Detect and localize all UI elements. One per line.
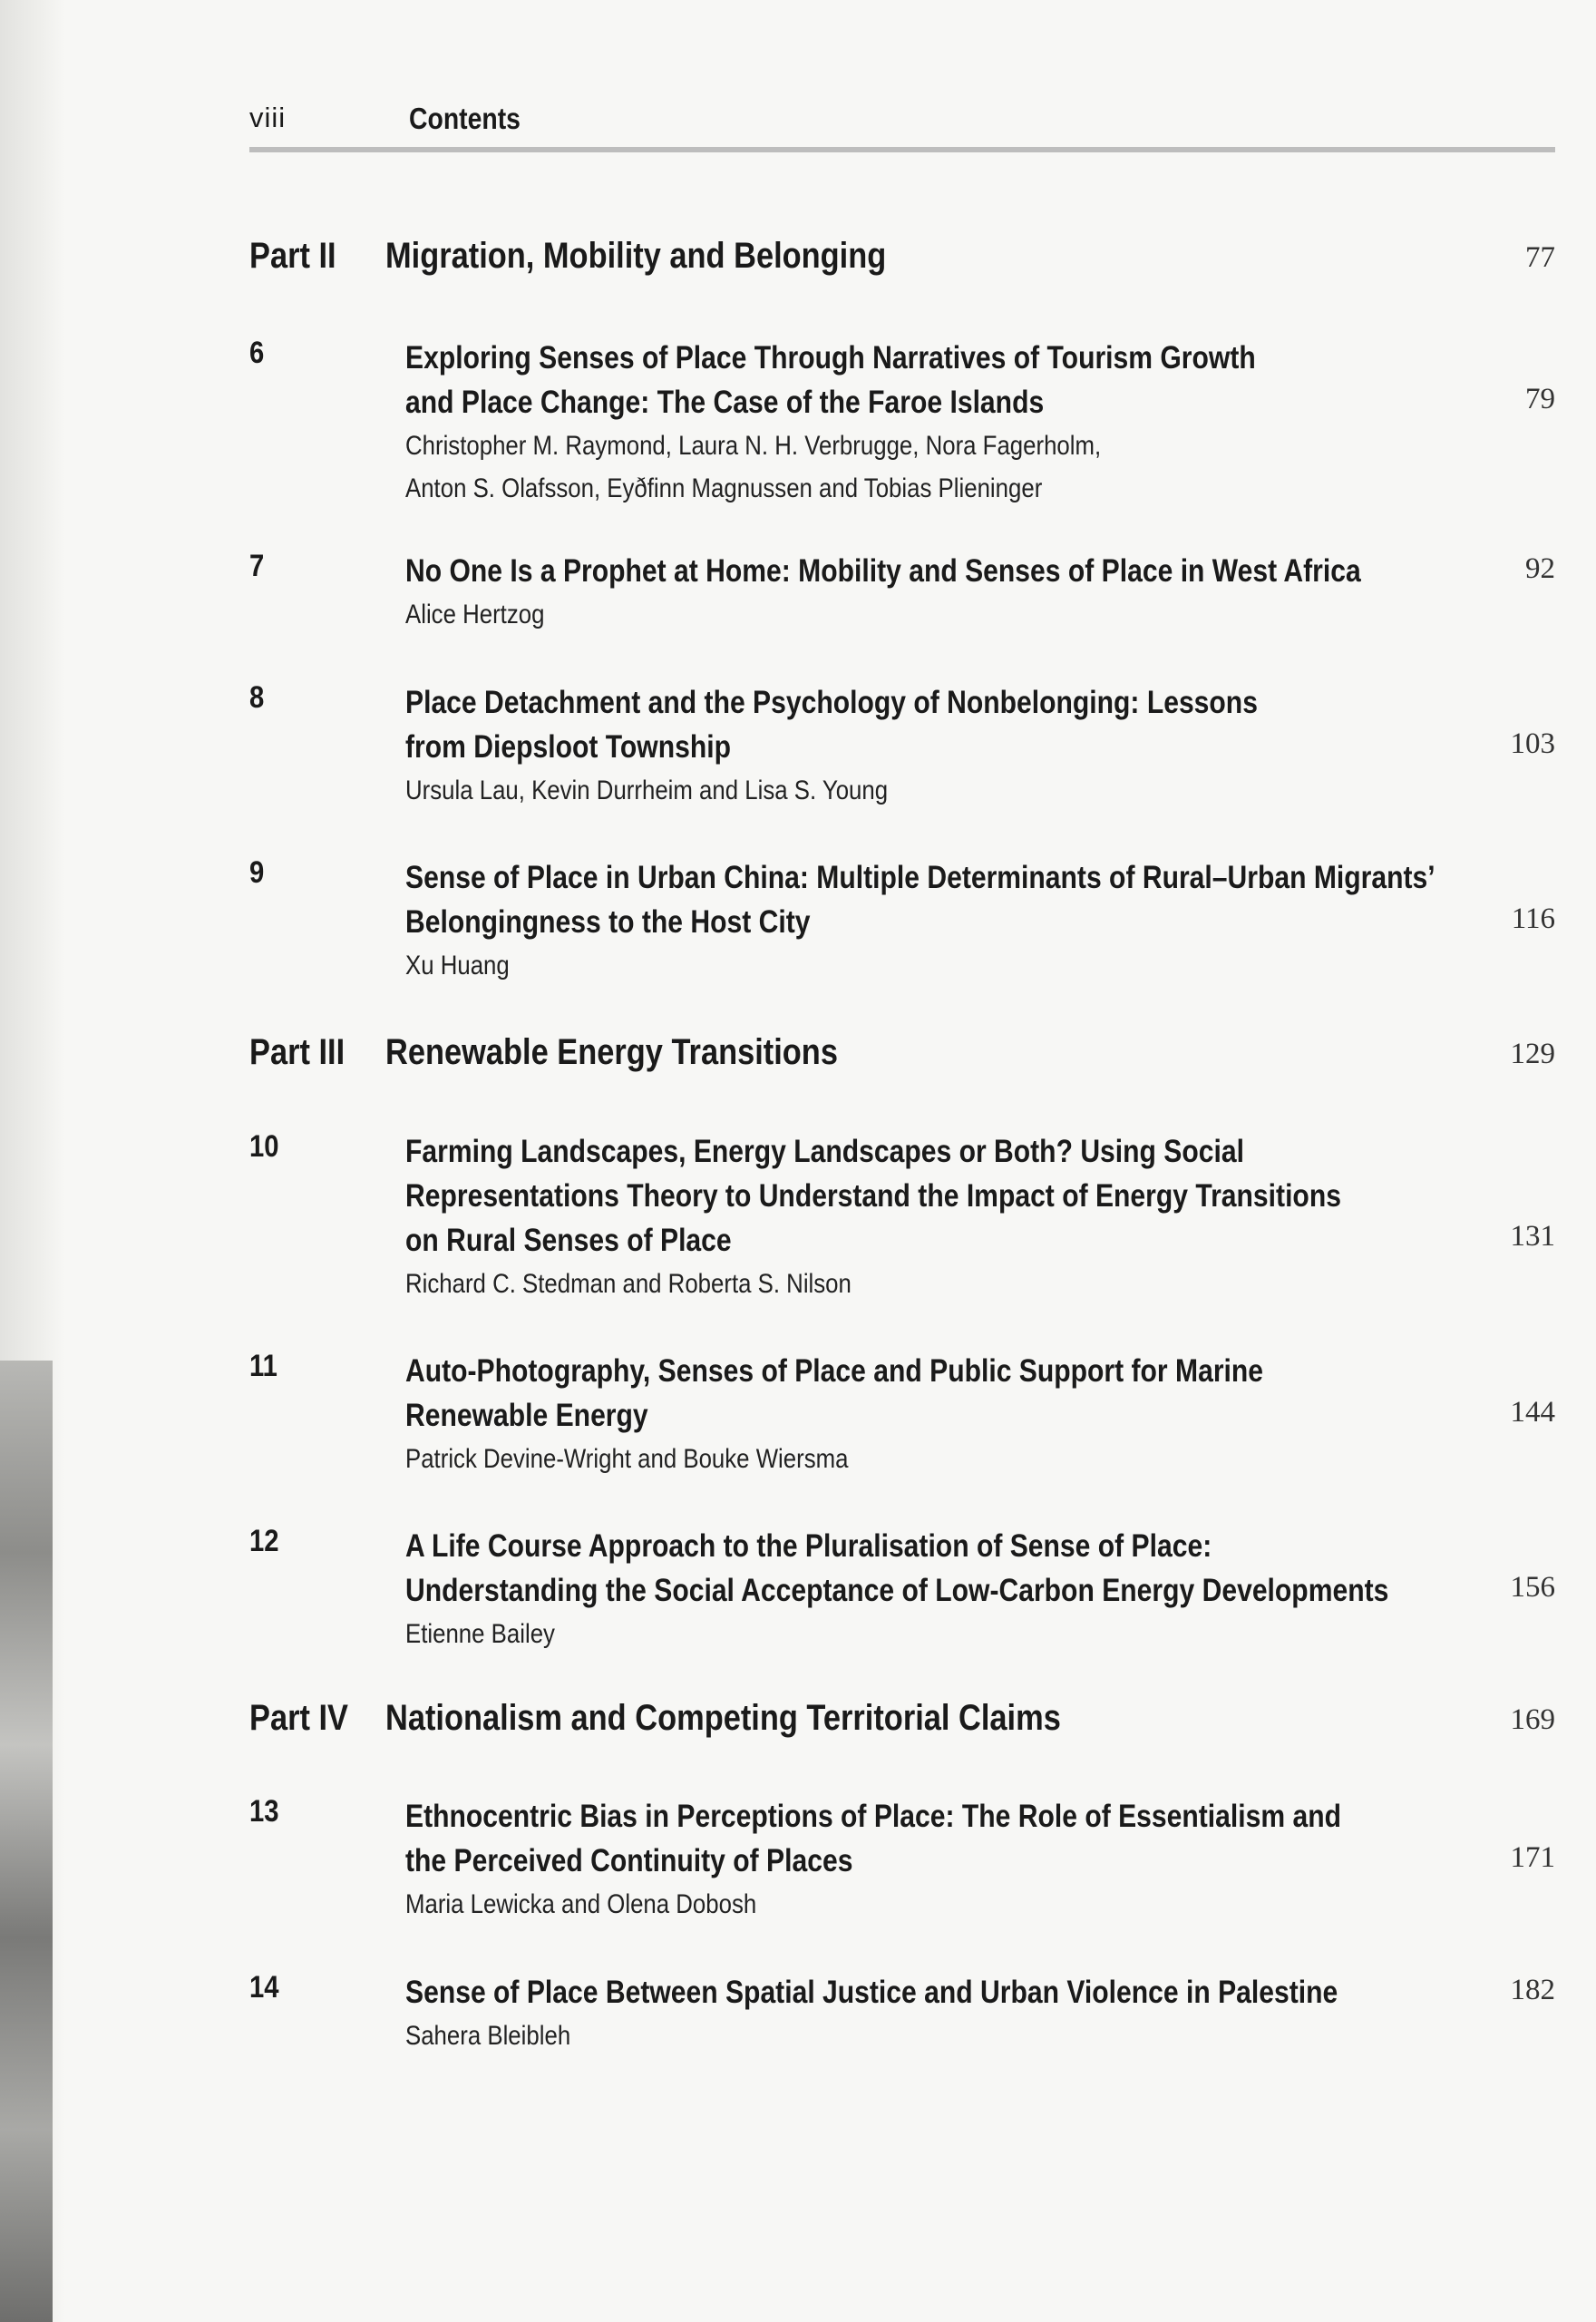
part-title: Nationalism and Competing Territorial Claims (385, 1698, 1061, 1738)
page-number: 182 (1510, 1974, 1555, 2006)
page-number: 129 (1510, 1038, 1555, 1070)
part-title: Migration, Mobility and Belonging (385, 236, 887, 276)
chapter-title-line: Sense of Place Between Spatial Justice and Urban Violence in Palestine (405, 1975, 1338, 2010)
chapter-authors-line: Richard C. Stedman and Roberta S. Nilson (405, 1269, 852, 1299)
part-title: Renewable Energy Transitions (385, 1032, 838, 1072)
chapter-authors-line: Anton S. Olafsson, Eyðfinn Magnussen and Tobias Plieninger (405, 473, 1043, 503)
chapter-title-line: A Life Course Approach to the Pluralisation of Sense of Place: (405, 1528, 1212, 1564)
chapter-title-line: Belongingness to the Host City (405, 904, 811, 940)
chapter-title-line: Exploring Senses of Place Through Narratives of Tourism Growth (405, 340, 1256, 376)
chapter-authors-line: Etienne Bailey (405, 1619, 555, 1649)
part-label: Part IV (249, 1698, 348, 1738)
page-number: 103 (1510, 727, 1555, 760)
page-number: 79 (1525, 383, 1555, 415)
chapter-title-line: Sense of Place in Urban China: Multiple Determinants of Rural–Urban Migrants’ (405, 860, 1435, 895)
chapter-authors-line: Alice Hertzog (405, 600, 545, 629)
chapter-number: 7 (249, 549, 265, 583)
chapter-title-line: Representations Theory to Understand the Impact of Energy Transitions (405, 1178, 1341, 1214)
chapter-number: 14 (249, 1970, 279, 2005)
chapter-title-line: Farming Landscapes, Energy Landscapes or Both? Using Social (405, 1134, 1244, 1169)
chapter-authors-line: Xu Huang (405, 951, 510, 981)
page-number: 171 (1510, 1841, 1555, 1874)
chapter-authors-line: Christopher M. Raymond, Laura N. H. Verbrugge, Nora Fagerholm, (405, 431, 1102, 461)
chapter-number: 13 (249, 1794, 279, 1829)
chapter-title-line: No One Is a Prophet at Home: Mobility and Senses of Place in West Africa (405, 553, 1361, 589)
chapter-title-line: from Diepsloot Township (405, 729, 731, 765)
chapter-title-line: Renewable Energy (405, 1398, 648, 1433)
chapter-title-line: and Place Change: The Case of the Faroe Islands (405, 385, 1045, 420)
page-number: 116 (1511, 902, 1555, 935)
chapter-number: 6 (249, 336, 265, 370)
chapter-number: 10 (249, 1129, 279, 1164)
running-title: Contents (409, 102, 521, 135)
page-number: 156 (1510, 1571, 1555, 1604)
chapter-title-line: the Perceived Continuity of Places (405, 1843, 853, 1878)
page-number: 144 (1510, 1396, 1555, 1429)
header-rule (249, 147, 1555, 152)
chapter-title-line: on Rural Senses of Place (405, 1223, 732, 1258)
chapter-title-line: Auto-Photography, Senses of Place and Public Support for Marine (405, 1353, 1264, 1389)
chapter-title-line: Ethnocentric Bias in Perceptions of Place: The Role of Essentialism and (405, 1799, 1342, 1834)
chapter-number: 8 (249, 680, 265, 715)
chapter-number: 9 (249, 855, 265, 890)
page-folio: viii (249, 102, 287, 133)
chapter-authors-line: Maria Lewicka and Olena Dobosh (405, 1889, 757, 1919)
page-number: 131 (1510, 1220, 1555, 1253)
chapter-authors-line: Sahera Bleibleh (405, 2021, 571, 2051)
part-label: Part III (249, 1032, 345, 1072)
chapter-number: 12 (249, 1524, 279, 1558)
page-number: 169 (1510, 1703, 1555, 1736)
page-number: 92 (1525, 552, 1555, 585)
chapter-title-line: Place Detachment and the Psychology of Nonbelonging: Lessons (405, 685, 1258, 720)
part-label: Part II (249, 236, 336, 276)
chapter-number: 11 (249, 1349, 277, 1383)
chapter-authors-line: Ursula Lau, Kevin Durrheim and Lisa S. Young (405, 776, 889, 805)
page-number: 77 (1525, 241, 1555, 274)
chapter-title-line: Understanding the Social Acceptance of Low-Carbon Energy Developments (405, 1573, 1389, 1608)
chapter-authors-line: Patrick Devine-Wright and Bouke Wiersma (405, 1444, 849, 1474)
